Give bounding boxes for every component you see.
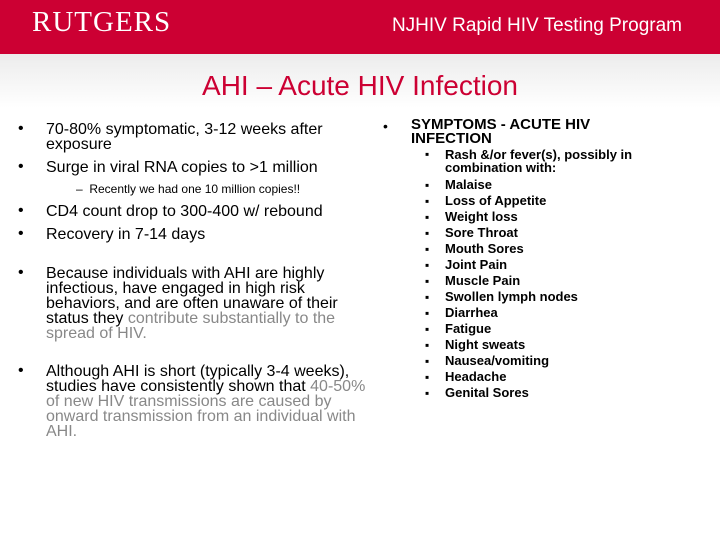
slide-title: AHI – Acute HIV Infection [202,70,518,101]
header-bar [0,0,720,54]
symptom-item: ▪ Headache [425,369,685,385]
bullet-text: 70-80% symptomatic, 3-12 weeks after exposure [46,121,323,153]
sub-bullet [76,182,376,196]
bullet-dot: • [18,264,24,281]
symptom-item: ▪ Swollen lymph nodes [425,289,685,305]
symptoms-list [425,148,685,401]
bullet-dot: • [18,202,24,219]
symptom-item: ▪ Malaise [425,177,685,193]
symptom-item: ▪ Sore Throat [425,225,685,241]
symptom-item: ▪ Mouth Sores [425,241,685,257]
bullet-text [46,364,374,439]
bullet-dot: • [383,118,388,134]
bullet-text: Surge in viral RNA copies to >1 million [46,159,318,176]
symptom-item: ▪ Muscle Pain [425,273,685,289]
bullet-text: CD4 count drop to 300-400 w/ rebound [46,203,323,220]
text-part: Because individuals with AHI are highly infectious, have engaged in high risk behaviors, and are often unaware of their status they [46,265,338,327]
highlighted-text: contribute substantially to the spread of HIV. [46,310,336,342]
bullet-text [46,266,374,341]
symptom-item: ▪ Night sweats [425,337,685,353]
rutgers-logo: RUTGERS [32,6,172,38]
bullet-dot: • [18,225,24,242]
sub-bullet-text: Recently we had one 10 million copies!! [89,182,301,196]
symptom-item: ▪ Fatigue [425,321,685,337]
bullet-text: Recovery in 7-14 days [46,226,206,243]
symptom-item: ▪ Diarrhea [425,305,685,321]
symptom-item: ▪ Weight loss [425,209,685,225]
symptoms-heading: SYMPTOMS - ACUTE HIV INFECTION [411,116,591,147]
bullet-dot: • [18,362,24,379]
symptom-item: ▪ Joint Pain [425,257,685,273]
bullet-dot: • [18,120,24,137]
dash: – [76,182,90,196]
program-name: NJHIV Rapid HIV Testing Program [391,15,682,36]
symptom-item: ▪ Nausea/vomiting [425,353,685,369]
text-part: Although AHI is short (typically 3-4 weeks), studies have consistently shown that [46,363,350,395]
highlighted-text: 40-50% of new HIV transmissions are caused by onward transmission from an individual with AHI. [46,378,366,440]
symptom-item: ▪ Rash &/or fever(s), possibly in combination with: [425,148,685,174]
bullet-dot: • [18,158,24,175]
symptom-item: ▪ Genital Sores [425,385,685,401]
symptom-item: ▪ Loss of Appetite [425,193,685,209]
